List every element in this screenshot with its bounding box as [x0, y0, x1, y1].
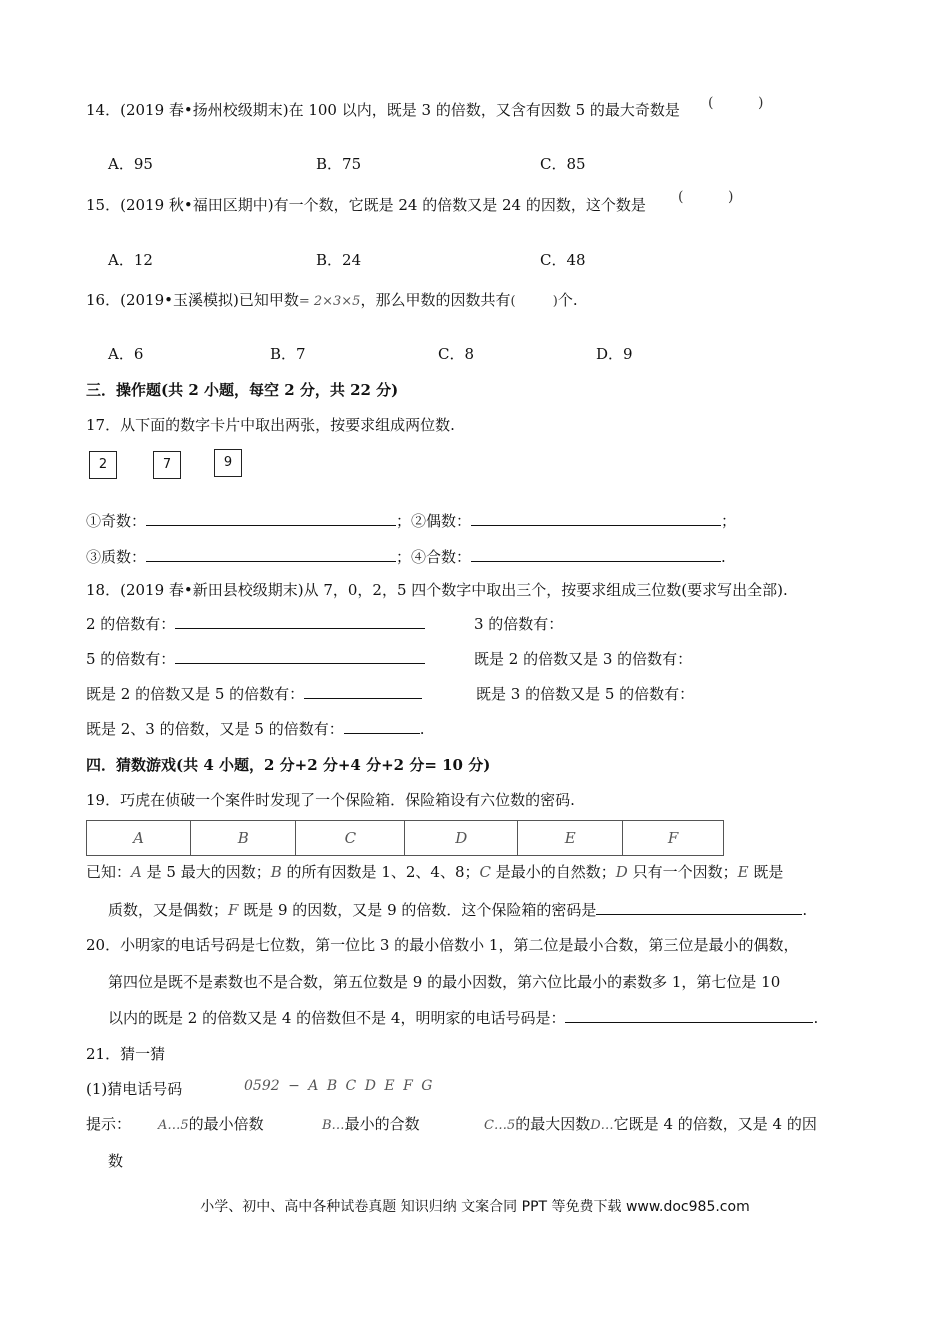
- q19-stem: 19．巧虎在侦破一个案件时发现了一个保险箱．保险箱设有六位数的密码.: [86, 791, 575, 809]
- q18-multiple-5: [86, 649, 425, 669]
- q15-option-a: A．12: [108, 251, 153, 269]
- q20-line-1: 20．小明家的电话号码是七位数，第一位比 3 的最小倍数小 1，第二位是最小合数，第三位是最小的偶数，: [86, 936, 799, 954]
- row-end: .: [721, 548, 726, 566]
- table-cell: E: [518, 821, 623, 856]
- table-cell: D: [405, 821, 518, 856]
- q16-stem-b: ，那么甲数的因数共有: [360, 291, 511, 309]
- clue: 质数，又是偶数；: [108, 901, 229, 919]
- answer-blank[interactable]: [471, 511, 721, 526]
- section-4-title: 四．猜数游戏(共 4 小题，2 分+2 分+4 分+2 分= 10 分): [86, 756, 491, 774]
- number-card: 2: [89, 451, 117, 479]
- label: 既是 2 的倍数又是 5 的倍数有：: [86, 685, 305, 703]
- variable: F: [228, 901, 239, 919]
- variable: C…5: [484, 1118, 516, 1133]
- number-card: 7: [153, 451, 181, 479]
- odd-label: ①奇数：: [86, 512, 147, 530]
- safe-code-table: [86, 820, 724, 856]
- q14-option-a: A．95: [108, 155, 153, 173]
- clue: 是 5 最大的因数；: [146, 863, 271, 881]
- clue: 最小的合数: [344, 1115, 420, 1133]
- q21-sub-1: (1)猜电话号码: [86, 1080, 183, 1098]
- q17-stem: 17．从下面的数字卡片中取出两张，按要求组成两位数.: [86, 416, 455, 434]
- table-cell: F: [623, 821, 724, 856]
- q18-multiple-2-3: 既是 2 的倍数又是 3 的倍数有：: [474, 650, 693, 668]
- q16-option-d: D．9: [596, 345, 633, 363]
- q17-row-1: [86, 511, 736, 531]
- table-cell: A: [87, 821, 191, 856]
- clue: 的最小倍数: [188, 1115, 264, 1133]
- table-cell: C: [296, 821, 405, 856]
- row-end: .: [802, 901, 808, 919]
- q14-option-b: B．75: [316, 155, 362, 173]
- hint-a: [158, 1114, 264, 1136]
- answer-blank[interactable]: [596, 900, 802, 915]
- answer-blank[interactable]: [344, 719, 420, 734]
- q19-clues-line-2: [108, 900, 807, 920]
- row-end: ；: [721, 512, 737, 530]
- q20-line-2: 第四位是既不是素数也不是合数，第五位数是 9 的最小因数，第六位比最小的素数多 1，第七位是 10: [108, 973, 781, 991]
- q19-clues-line-1: [86, 862, 783, 882]
- table-cell: B: [191, 821, 296, 856]
- even-label: ；②偶数：: [396, 512, 472, 530]
- answer-blank[interactable]: [304, 684, 422, 699]
- label: 既是 2、3 的倍数，又是 5 的倍数有：: [86, 720, 344, 738]
- number-card: 9: [214, 449, 242, 477]
- q21-stem: 21．猜一猜: [86, 1045, 166, 1063]
- row-end: .: [419, 720, 425, 738]
- variable: D…: [590, 1118, 614, 1133]
- answer-paren: ( ): [678, 189, 734, 205]
- q18-multiple-2-5: [86, 684, 422, 704]
- q18-multiple-2: [86, 614, 425, 634]
- clue: 是最小的自然数；: [495, 863, 616, 881]
- variable: B: [270, 863, 282, 881]
- q21-hint-label: 提示：: [86, 1115, 132, 1133]
- q18-multiple-3-5: 既是 3 的倍数又是 5 的倍数有：: [476, 685, 695, 703]
- q18-multiple-3: 3 的倍数有：: [474, 615, 564, 633]
- variable: A…5: [158, 1118, 189, 1133]
- q18-stem: 18．(2019 春•新田县校级期末)从 7，0，2，5 四个数字中取出三个，按要求组成三位数(要求写出全部).: [86, 581, 788, 599]
- label: 5 的倍数有：: [86, 650, 176, 668]
- clue: 它既是 4 的倍数，又是 4 的因: [613, 1115, 817, 1133]
- q14-option-c: C．85: [540, 155, 586, 173]
- answer-blank[interactable]: [146, 547, 396, 562]
- q20-line-3: [108, 1008, 818, 1028]
- answer-paren: ( ): [510, 294, 558, 309]
- variable: C: [479, 863, 491, 881]
- answer-blank[interactable]: [175, 649, 425, 664]
- variable: A: [131, 863, 142, 881]
- clue: 既是 9 的因数，又是 9 的倍数．这个保险箱的密码是: [243, 901, 597, 919]
- hint-d-continued: 数: [108, 1152, 124, 1170]
- answer-blank[interactable]: [471, 547, 721, 562]
- variable: E: [737, 863, 749, 881]
- q18-multiple-2-3-5: [86, 719, 425, 739]
- prime-label: ③质数：: [86, 548, 147, 566]
- table-row: [87, 821, 724, 856]
- q16-option-c: C．8: [438, 345, 475, 363]
- hint-b: [322, 1114, 420, 1136]
- composite-label: ；④合数：: [396, 548, 472, 566]
- clue: 只有一个因数；: [632, 863, 738, 881]
- answer-blank[interactable]: [565, 1008, 813, 1023]
- label: 已知：: [86, 863, 132, 881]
- answer-paren: ( ): [708, 95, 764, 111]
- hint-c: [484, 1114, 817, 1136]
- q14-stem: 14．(2019 春•扬州校级期末)在 100 以内，既是 3 的倍数，又含有因数 5 的最大奇数是: [86, 101, 680, 119]
- q16-option-a: A．6: [108, 345, 144, 363]
- q16-stem: [86, 290, 578, 312]
- clue: 以内的既是 2 的倍数又是 4 的倍数但不是 4，明明家的电话号码是：: [108, 1009, 566, 1027]
- variable: B…: [322, 1118, 345, 1133]
- section-3-title: 三．操作题(共 2 小题，每空 2 分，共 22 分): [86, 381, 399, 399]
- clue: 的所有因数是 1、2、4、8；: [286, 863, 480, 881]
- q16-stem-c: 个.: [557, 291, 578, 309]
- page-footer: 小学、初中、高中各种试卷真题 知识归纳 文案合同 PPT 等免费下载 www.doc985.com: [200, 1199, 750, 1215]
- q16-formula: = 2×3×5: [298, 294, 361, 309]
- clue: 既是: [753, 863, 784, 881]
- phone-pattern: 0592 − A B C D E F G: [244, 1078, 433, 1094]
- clue: 的最大因数: [515, 1115, 591, 1133]
- row-end: .: [813, 1009, 819, 1027]
- variable: D: [615, 863, 628, 881]
- q16-stem-a: 16．(2019•玉溪模拟)已知甲数: [86, 291, 299, 309]
- q16-option-b: B．7: [270, 345, 306, 363]
- label: 2 的倍数有：: [86, 615, 176, 633]
- answer-blank[interactable]: [175, 614, 425, 629]
- q15-option-c: C．48: [540, 251, 586, 269]
- answer-blank[interactable]: [146, 511, 396, 526]
- q15-option-b: B．24: [316, 251, 362, 269]
- q15-stem: 15．(2019 秋•福田区期中)有一个数，它既是 24 的倍数又是 24 的因数，这个数是: [86, 196, 646, 214]
- q17-row-2: [86, 547, 726, 567]
